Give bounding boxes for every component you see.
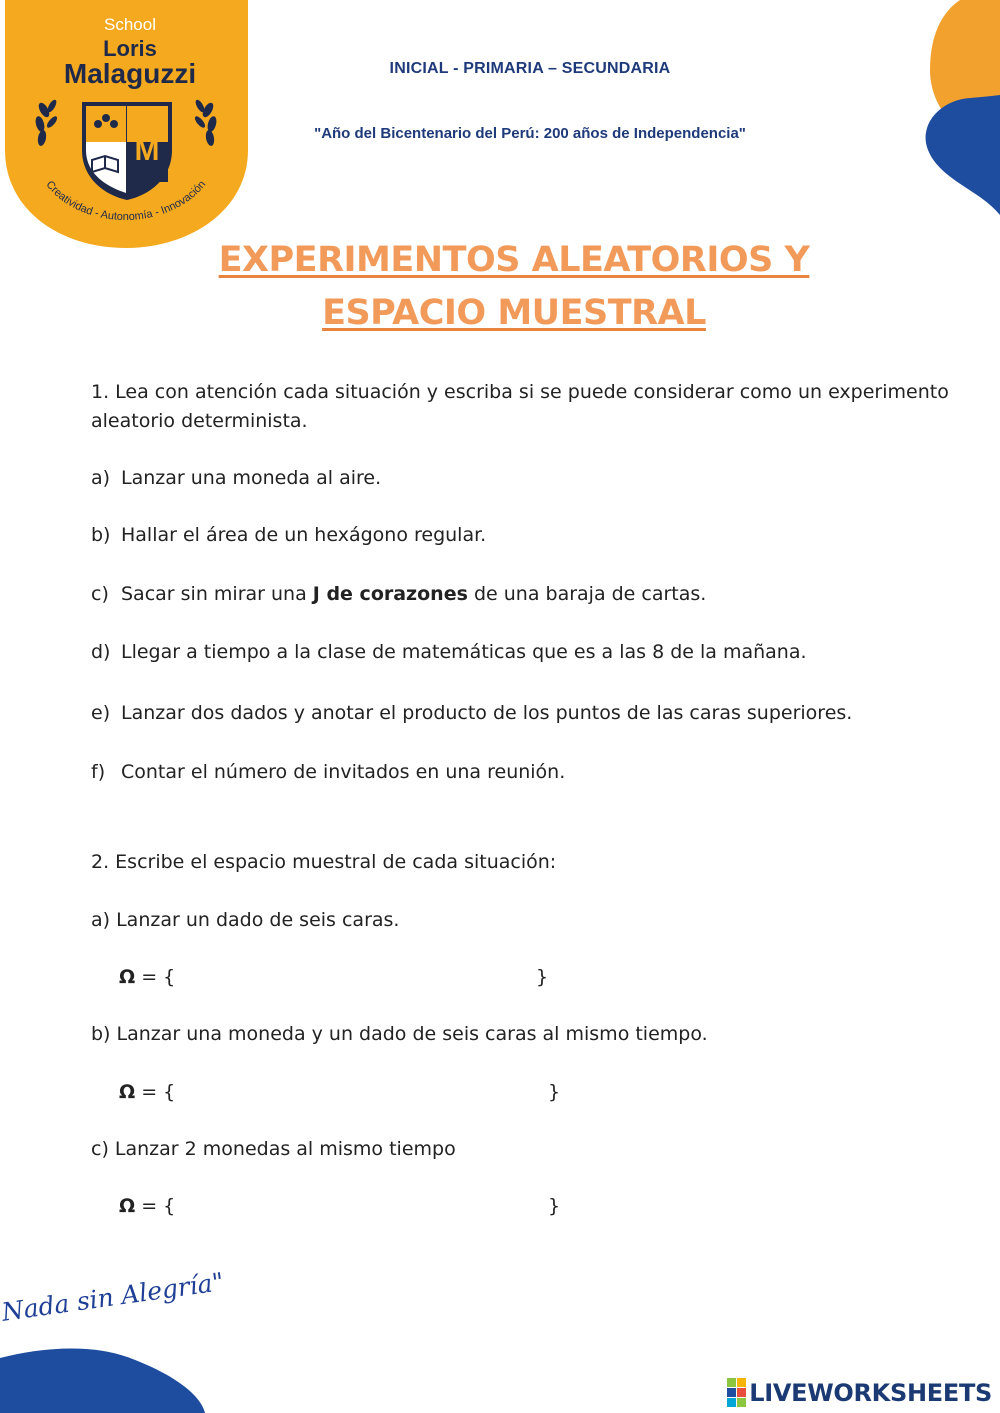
sample-space-field[interactable] — [119, 966, 175, 988]
omega-open-brace: = { — [135, 1081, 176, 1103]
list-item — [91, 524, 486, 546]
item-label: e) — [91, 702, 111, 724]
worksheet-title-line1: EXPERIMENTOS ALEATORIOS Y — [218, 240, 810, 280]
item-text: Lanzar dos dados y anotar el producto de los puntos de las caras superiores. — [121, 702, 853, 724]
worksheet-title-line2: ESPACIO MUESTRAL — [322, 293, 706, 333]
year-motto: "Año del Bicentenario del Perú: 200 años de Independencia" — [314, 125, 746, 142]
item-label: a) — [91, 467, 111, 489]
omega-close-brace: } — [548, 1195, 561, 1217]
list-item — [91, 583, 706, 605]
sample-space-field[interactable] — [119, 1195, 175, 1217]
omega-close-brace: } — [536, 966, 549, 988]
logo-motto: Creatividad - Autonomía - Innovación — [43, 178, 209, 224]
situation-text: a) Lanzar un dado de seis caras. — [91, 909, 400, 931]
liveworksheets-brand — [727, 1378, 992, 1407]
item-text: Lanzar una moneda al aire. — [121, 467, 382, 489]
omega-close-brace: } — [548, 1081, 561, 1103]
school-levels: INICIAL - PRIMARIA – SECUNDARIA — [389, 60, 671, 77]
omega-open-brace: = { — [135, 1195, 176, 1217]
list-item — [91, 641, 807, 663]
situation-text: b) Lanzar una moneda y un dado de seis caras al mismo tiempo. — [91, 1023, 708, 1045]
item-label: c) — [91, 583, 109, 605]
sample-space-field[interactable] — [119, 1081, 175, 1103]
situation-text: c) Lanzar 2 monedas al mismo tiempo — [91, 1138, 456, 1160]
crest-letter: M — [134, 134, 160, 167]
liveworksheets-text: LIVEWORKSHEETS — [749, 1378, 992, 1407]
liveworksheets-logo-icon — [727, 1378, 746, 1407]
section1-instruction-line2: aleatorio determinista. — [91, 410, 308, 432]
item-text-after: de una baraja de cartas. — [467, 583, 707, 605]
item-text: Contar el número de invitados en una reunión. — [121, 761, 566, 783]
decorative-shape-right — [910, 0, 1000, 220]
omega-symbol: Ω — [119, 966, 136, 988]
logo-name-line2: Malaguzzi — [63, 58, 197, 89]
list-item — [91, 761, 565, 783]
item-text-before: Sacar sin mirar una — [121, 583, 313, 605]
logo-school-text: School — [104, 15, 156, 34]
logo-name-line1: Loris — [103, 36, 157, 61]
item-text: Hallar el área de un hexágono regular. — [121, 524, 487, 546]
slogan: Nada sin Alegría" — [0, 1267, 226, 1327]
list-item — [91, 467, 381, 489]
item-text: Llegar a tiempo a la clase de matemáticas que es a las 8 de la mañana. — [121, 641, 807, 663]
item-label: d) — [91, 641, 111, 663]
item-text-bold: J de corazones — [312, 583, 468, 605]
section2-instruction: 2. Escribe el espacio muestral de cada situación: — [91, 851, 557, 873]
omega-open-brace: = { — [135, 966, 176, 988]
list-item — [91, 702, 852, 724]
item-label: b) — [91, 524, 111, 546]
omega-symbol: Ω — [119, 1081, 136, 1103]
omega-symbol: Ω — [119, 1195, 136, 1217]
item-label: f) — [91, 761, 106, 783]
section1-instruction-line1: 1. Lea con atención cada situación y escriba si se puede considerar como un experimento — [91, 381, 949, 403]
